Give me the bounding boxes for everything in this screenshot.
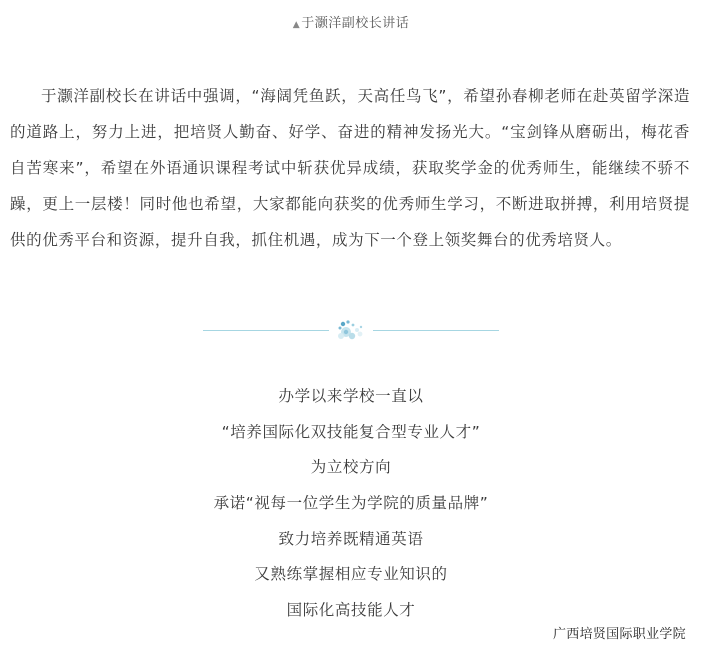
- motto-line: “培养国际化双技能复合型专业人才”: [221, 422, 481, 441]
- section-divider: [203, 318, 499, 344]
- motto-line: 致力培养既精通英语: [278, 529, 424, 548]
- motto-block: [0, 382, 702, 632]
- divider-line-left: [203, 330, 329, 331]
- speech-paragraph: 于灏洋副校长在讲话中强调，“海阔凭鱼跃，天高任鸟飞”，希望孙春柳老师在赴英留学深造的道路上，努力上进，把培贤人勤奋、好学、奋进的精神发扬光大。“宝剑锋从磨砺出，梅花香自苦寒来”，希望在外语通识课程考试中斩获优异成绩，获取奖学金的优秀师生，能继续不骄不躁，更上一层楼！同时他也希望，大家都能向获奖的优秀师生学习，不断进取拼搏，利用培贤提供的优秀平台和资源，提升自我，抓住机遇，成为下一个登上领奖舞台的优秀培贤人。: [10, 87, 690, 249]
- triangle-marker-icon: ▲: [292, 20, 301, 30]
- motto-line: 办学以来学校一直以: [278, 387, 424, 405]
- motto-line: 为立校方向: [310, 458, 392, 477]
- motto-line: 国际化高技能人才: [286, 601, 416, 620]
- divider-line-right: [373, 330, 499, 331]
- motto-line: 承诺“视每一位学生为学院的质量品牌”: [213, 494, 489, 513]
- motto-line: 又熟练掌握相应专业知识的: [254, 565, 448, 584]
- image-caption: [0, 12, 702, 31]
- school-watermark: 广西培贤国际职业学院: [552, 627, 686, 642]
- caption-text: 于灏洋副校长讲话: [301, 16, 410, 31]
- flower-ornament-icon: [331, 318, 371, 344]
